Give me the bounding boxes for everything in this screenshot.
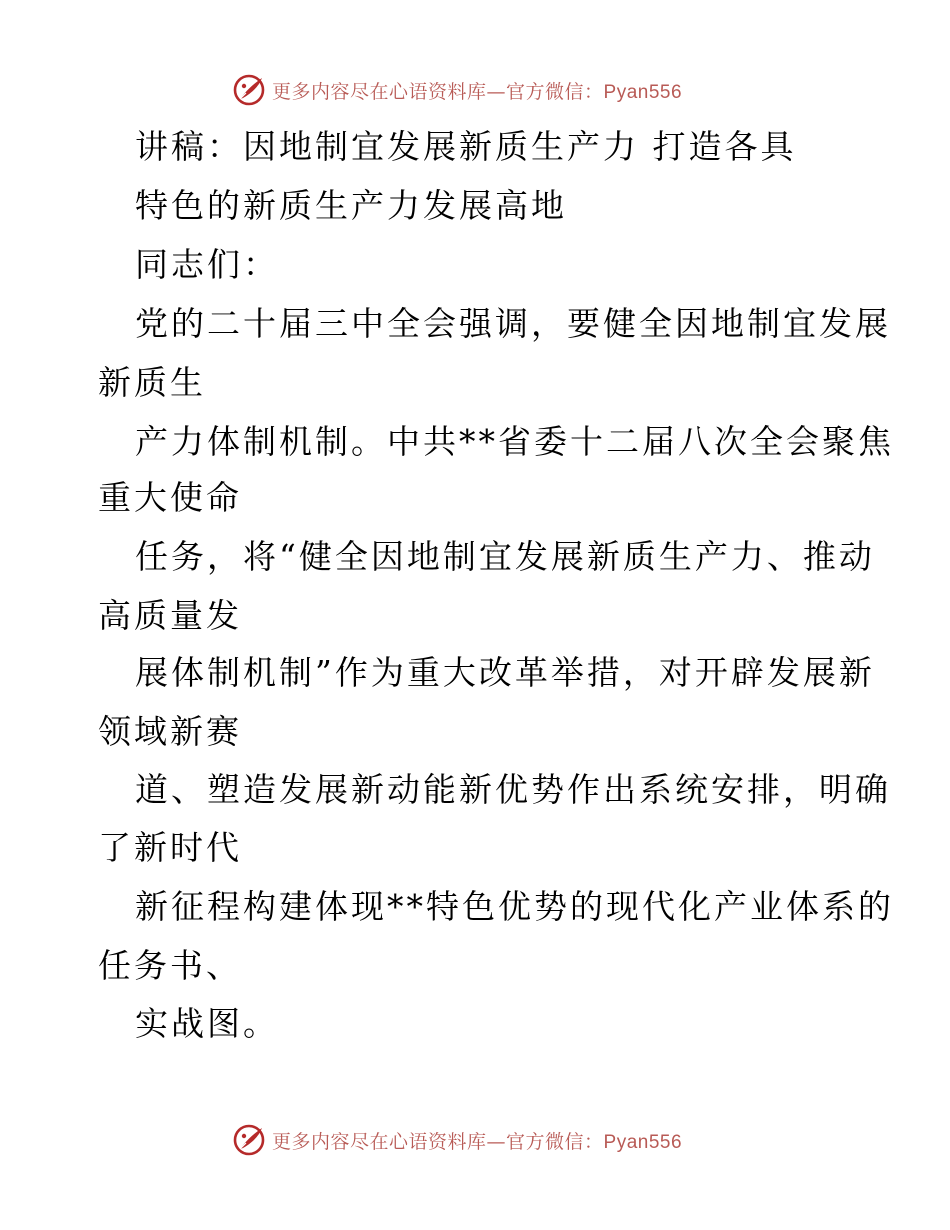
paragraph-line: 任务，将“健全因地制宜发展新质生产力、推动 [135, 537, 875, 576]
banner-text [272, 1127, 682, 1154]
paragraph-line: 高质量发 [98, 596, 242, 635]
paragraph-line: 重大使命 [98, 478, 242, 517]
banner-slogan: 更多内容尽在心语资料库—官方微信： [272, 1130, 604, 1153]
banner-slogan: 更多内容尽在心语资料库—官方微信： [272, 80, 604, 103]
paragraph-line: 领域新赛 [98, 712, 242, 751]
quill-pen-logo-icon [232, 73, 266, 107]
paragraph-line: 道、塑造发展新动能新优势作出系统安排，明确 [135, 770, 891, 809]
salutation: 同志们： [135, 245, 279, 284]
banner-text [272, 77, 682, 104]
paragraph-line: 产力体制机制。中共**省委十二届八次全会聚焦 [135, 422, 894, 461]
footer-banner [232, 1120, 752, 1160]
paragraph-line: 党的二十届三中全会强调，要健全因地制宜发展 [135, 304, 891, 343]
paragraph-line: 任务书、 [98, 946, 242, 985]
paragraph-line: 新征程构建体现**特色优势的现代化产业体系的 [135, 887, 894, 926]
quill-pen-logo-icon [232, 1123, 266, 1157]
document-title-line-2: 特色的新质生产力发展高地 [135, 186, 567, 225]
paragraph-line: 新质生 [98, 363, 206, 402]
wechat-id: Pyan556 [603, 81, 683, 103]
document-title-line-1: 讲稿：因地制宜发展新质生产力 打造各具 [135, 127, 797, 166]
header-banner [232, 70, 752, 110]
paragraph-line: 展体制机制”作为重大改革举措，对开辟发展新 [135, 653, 875, 692]
paragraph-line: 了新时代 [98, 828, 242, 867]
paragraph-line: 实战图。 [135, 1004, 279, 1043]
wechat-id: Pyan556 [603, 1131, 683, 1153]
